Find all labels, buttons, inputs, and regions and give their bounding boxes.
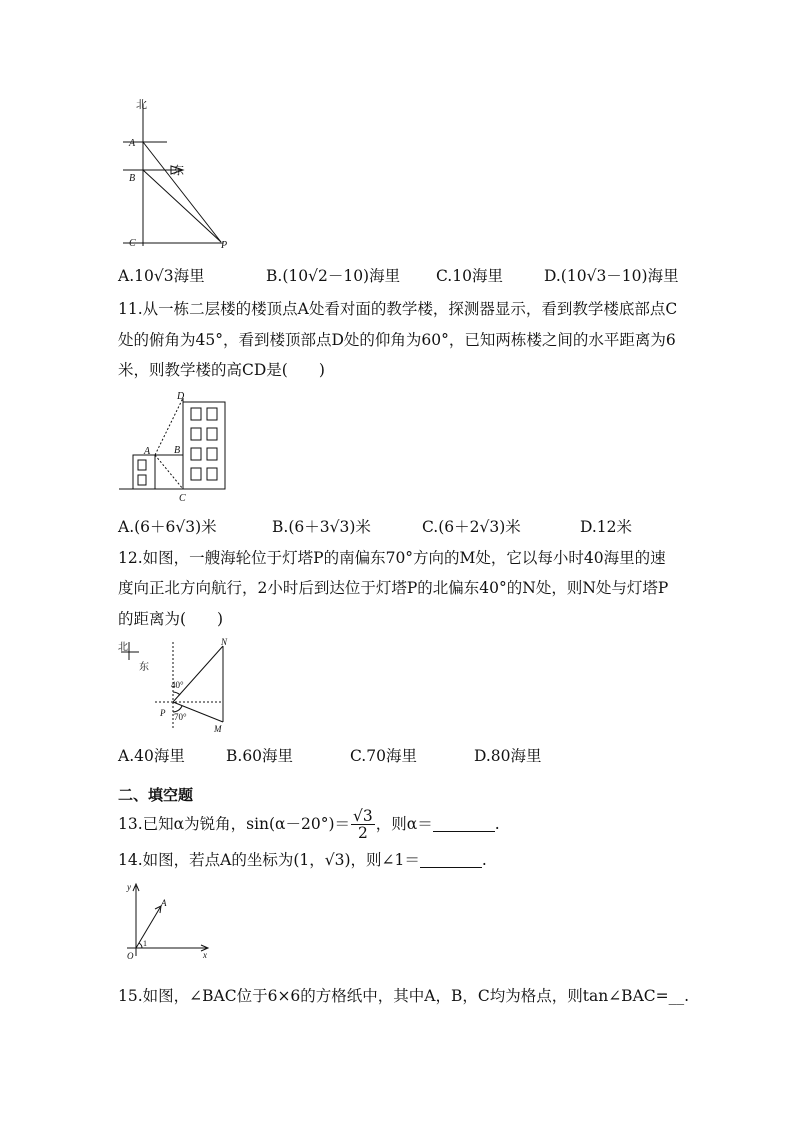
point-A-label: A [161,898,167,908]
q11-option-a: A.(6＋6√3)米 [118,518,217,536]
q11-line-1: 11.从一栋二层楼的楼顶点A处看对面的教学楼，探测器显示，看到教学楼底部点C [118,300,678,318]
q11-options [118,516,718,538]
origin-label: O [127,951,134,961]
point-C-label: C [179,493,186,502]
east-label: 东 [139,662,149,673]
q10-option-d: D.(10√3－10)海里 [544,267,679,285]
q12-option-d: D.80海里 [474,747,542,765]
point-B-label: B [129,173,136,184]
q10-option-b: B.(10√2－10)海里 [266,267,401,285]
q11-figure [115,390,235,502]
point-D-label: D [177,391,185,402]
north-label: 北 [118,642,128,653]
q15: 15.如图，∠BAC位于6×6的方格纸中，其中A，B，C均为格点，则tan∠BAC=__. [118,987,690,1005]
q13-suffix: ，则α＝ [375,815,433,833]
q13-prefix: 13.已知α为锐角，sin(α－20°)＝ [118,815,351,833]
q12-options [118,745,718,767]
point-M-label: M [214,724,222,734]
angle-40-label: 40° [171,680,184,690]
q11-option-d: D.12米 [580,518,633,536]
north-label: 北 [136,99,147,111]
q14-answer-blank[interactable] [420,853,482,868]
q10-option-c: C.10海里 [436,267,503,285]
q14-end: . [481,851,487,869]
q13 [118,806,500,842]
point-P-label: P [221,240,228,251]
q14-figure [115,878,215,966]
angle-1-label: 1 [143,939,147,948]
point-P-label: P [160,708,166,718]
x-axis-label: x [203,950,207,960]
q13-answer-blank[interactable] [433,817,495,832]
point-B-label: B [174,445,181,456]
q14 [118,849,487,871]
q12-option-c: C.70海里 [350,747,417,765]
q11-line-2: 处的俯角为45°，看到楼顶部点D处的仰角为60°，已知两栋楼之间的水平距离为6 [118,331,676,349]
q12-line-3: 的距离为( ) [118,610,224,628]
q14-text: 14.如图，若点A的坐标为(1，√3)，则∠1＝ [118,851,420,869]
q10-options [118,265,718,287]
point-C-label: C [129,238,136,249]
q11-line-3: 米，则教学楼的高CD是( ) [118,361,325,379]
q12-line-1: 12.如图，一艘海轮位于灯塔P的南偏东70°方向的M处，它以每小时40海里的速 [118,549,666,567]
q11-option-b: B.(6＋3√3)米 [272,518,371,536]
angle-70-label: 70° [174,712,187,722]
point-N-label: N [221,637,228,647]
east-label: 东 [173,165,184,177]
q13-fraction [351,808,375,841]
q12-option-b: B.60海里 [226,747,294,765]
point-A-label: A [144,446,151,457]
q10-option-a: A.10√3海里 [118,267,205,285]
q12-figure [115,636,240,736]
q13-denominator: 2 [357,823,368,842]
q10-figure [115,96,255,256]
q13-end: . [494,815,500,833]
point-A-label: A [129,138,136,149]
q11-option-c: C.(6＋2√3)米 [422,518,521,536]
y-axis-label: y [127,882,131,892]
q12-line-2: 度向正北方向航行，2小时后到达位于灯塔P的北偏东40°的N处，则N处与灯塔P [118,579,669,597]
q13-numerator: √3 [353,806,373,825]
section-title: 二、填空题 [118,786,194,804]
q12-option-a: A.40海里 [118,747,185,765]
